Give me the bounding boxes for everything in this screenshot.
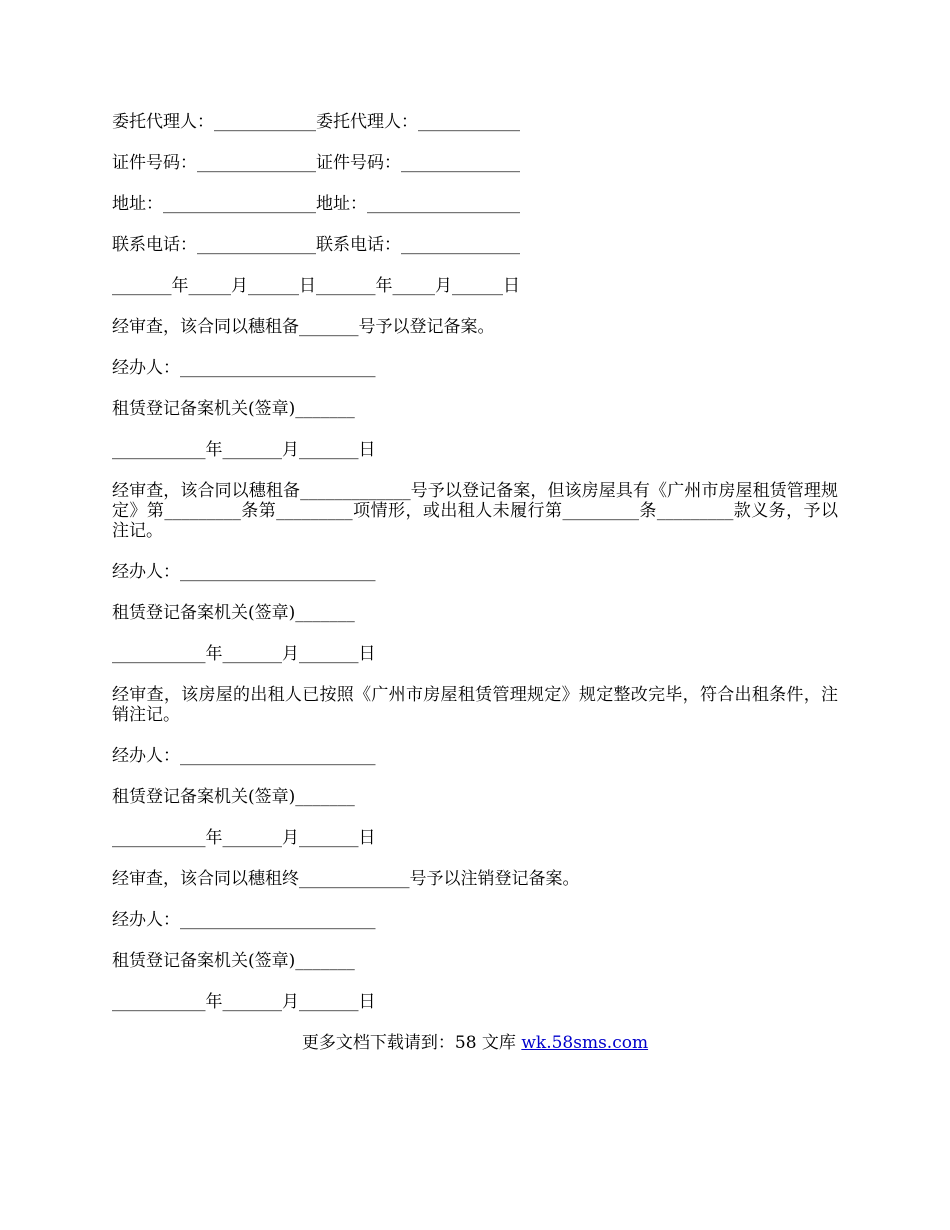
handler-line: 经办人：_______________________ xyxy=(112,910,376,930)
review-cancel-annotation-paragraph: 经审查，该房屋的出租人已按照《广州市房屋租赁管理规定》规定整改完毕，符合出租条件，注销注记。 xyxy=(112,685,838,725)
date-line: ___________年_______月_______日 xyxy=(112,828,376,848)
handler-line: 经办人：_______________________ xyxy=(112,562,376,582)
authority-seal-line: 租赁登记备案机关(签章)_______ xyxy=(112,787,355,807)
authority-seal-line: 租赁登记备案机关(签章)_______ xyxy=(112,951,355,971)
review-annotation-paragraph: 经审查，该合同以穗租备_____________号予以登记备案，但该房屋具有《广州市房屋租赁管理规定》第_________条第_________项情形，或出租人未履行第_________条_________款义务，予以注记。 xyxy=(112,481,838,541)
footer xyxy=(112,1033,838,1053)
authority-seal-line: 租赁登记备案机关(签章)_______ xyxy=(112,399,355,419)
handler-line: 经办人：_______________________ xyxy=(112,746,376,766)
date-line: ___________年_______月_______日 xyxy=(112,992,376,1012)
date-line: ___________年_______月_______日 xyxy=(112,440,376,460)
phone-line: 联系电话：______________联系电话：______________ xyxy=(112,235,520,255)
authority-seal-line: 租赁登记备案机关(签章)_______ xyxy=(112,603,355,623)
id-number-line: 证件号码：______________证件号码：______________ xyxy=(112,153,520,173)
date-line: ___________年_______月_______日 xyxy=(112,644,376,664)
review-registration-line: 经审查，该合同以穗租备_______号予以登记备案。 xyxy=(112,317,495,337)
date-line: _______年_____月______日_______年_____月______日 xyxy=(112,276,520,296)
handler-line: 经办人：_______________________ xyxy=(112,358,376,378)
footer-text: 更多文档下载请到：58 文库 xyxy=(301,1033,522,1053)
address-line: 地址：__________________地址：__________________ xyxy=(112,194,520,214)
footer-link[interactable]: wk.58sms.com xyxy=(521,1033,649,1053)
agent-line: 委托代理人：____________委托代理人：____________ xyxy=(112,112,520,132)
review-cancel-registration-line: 经审查，该合同以穗租终_____________号予以注销登记备案。 xyxy=(112,869,580,889)
